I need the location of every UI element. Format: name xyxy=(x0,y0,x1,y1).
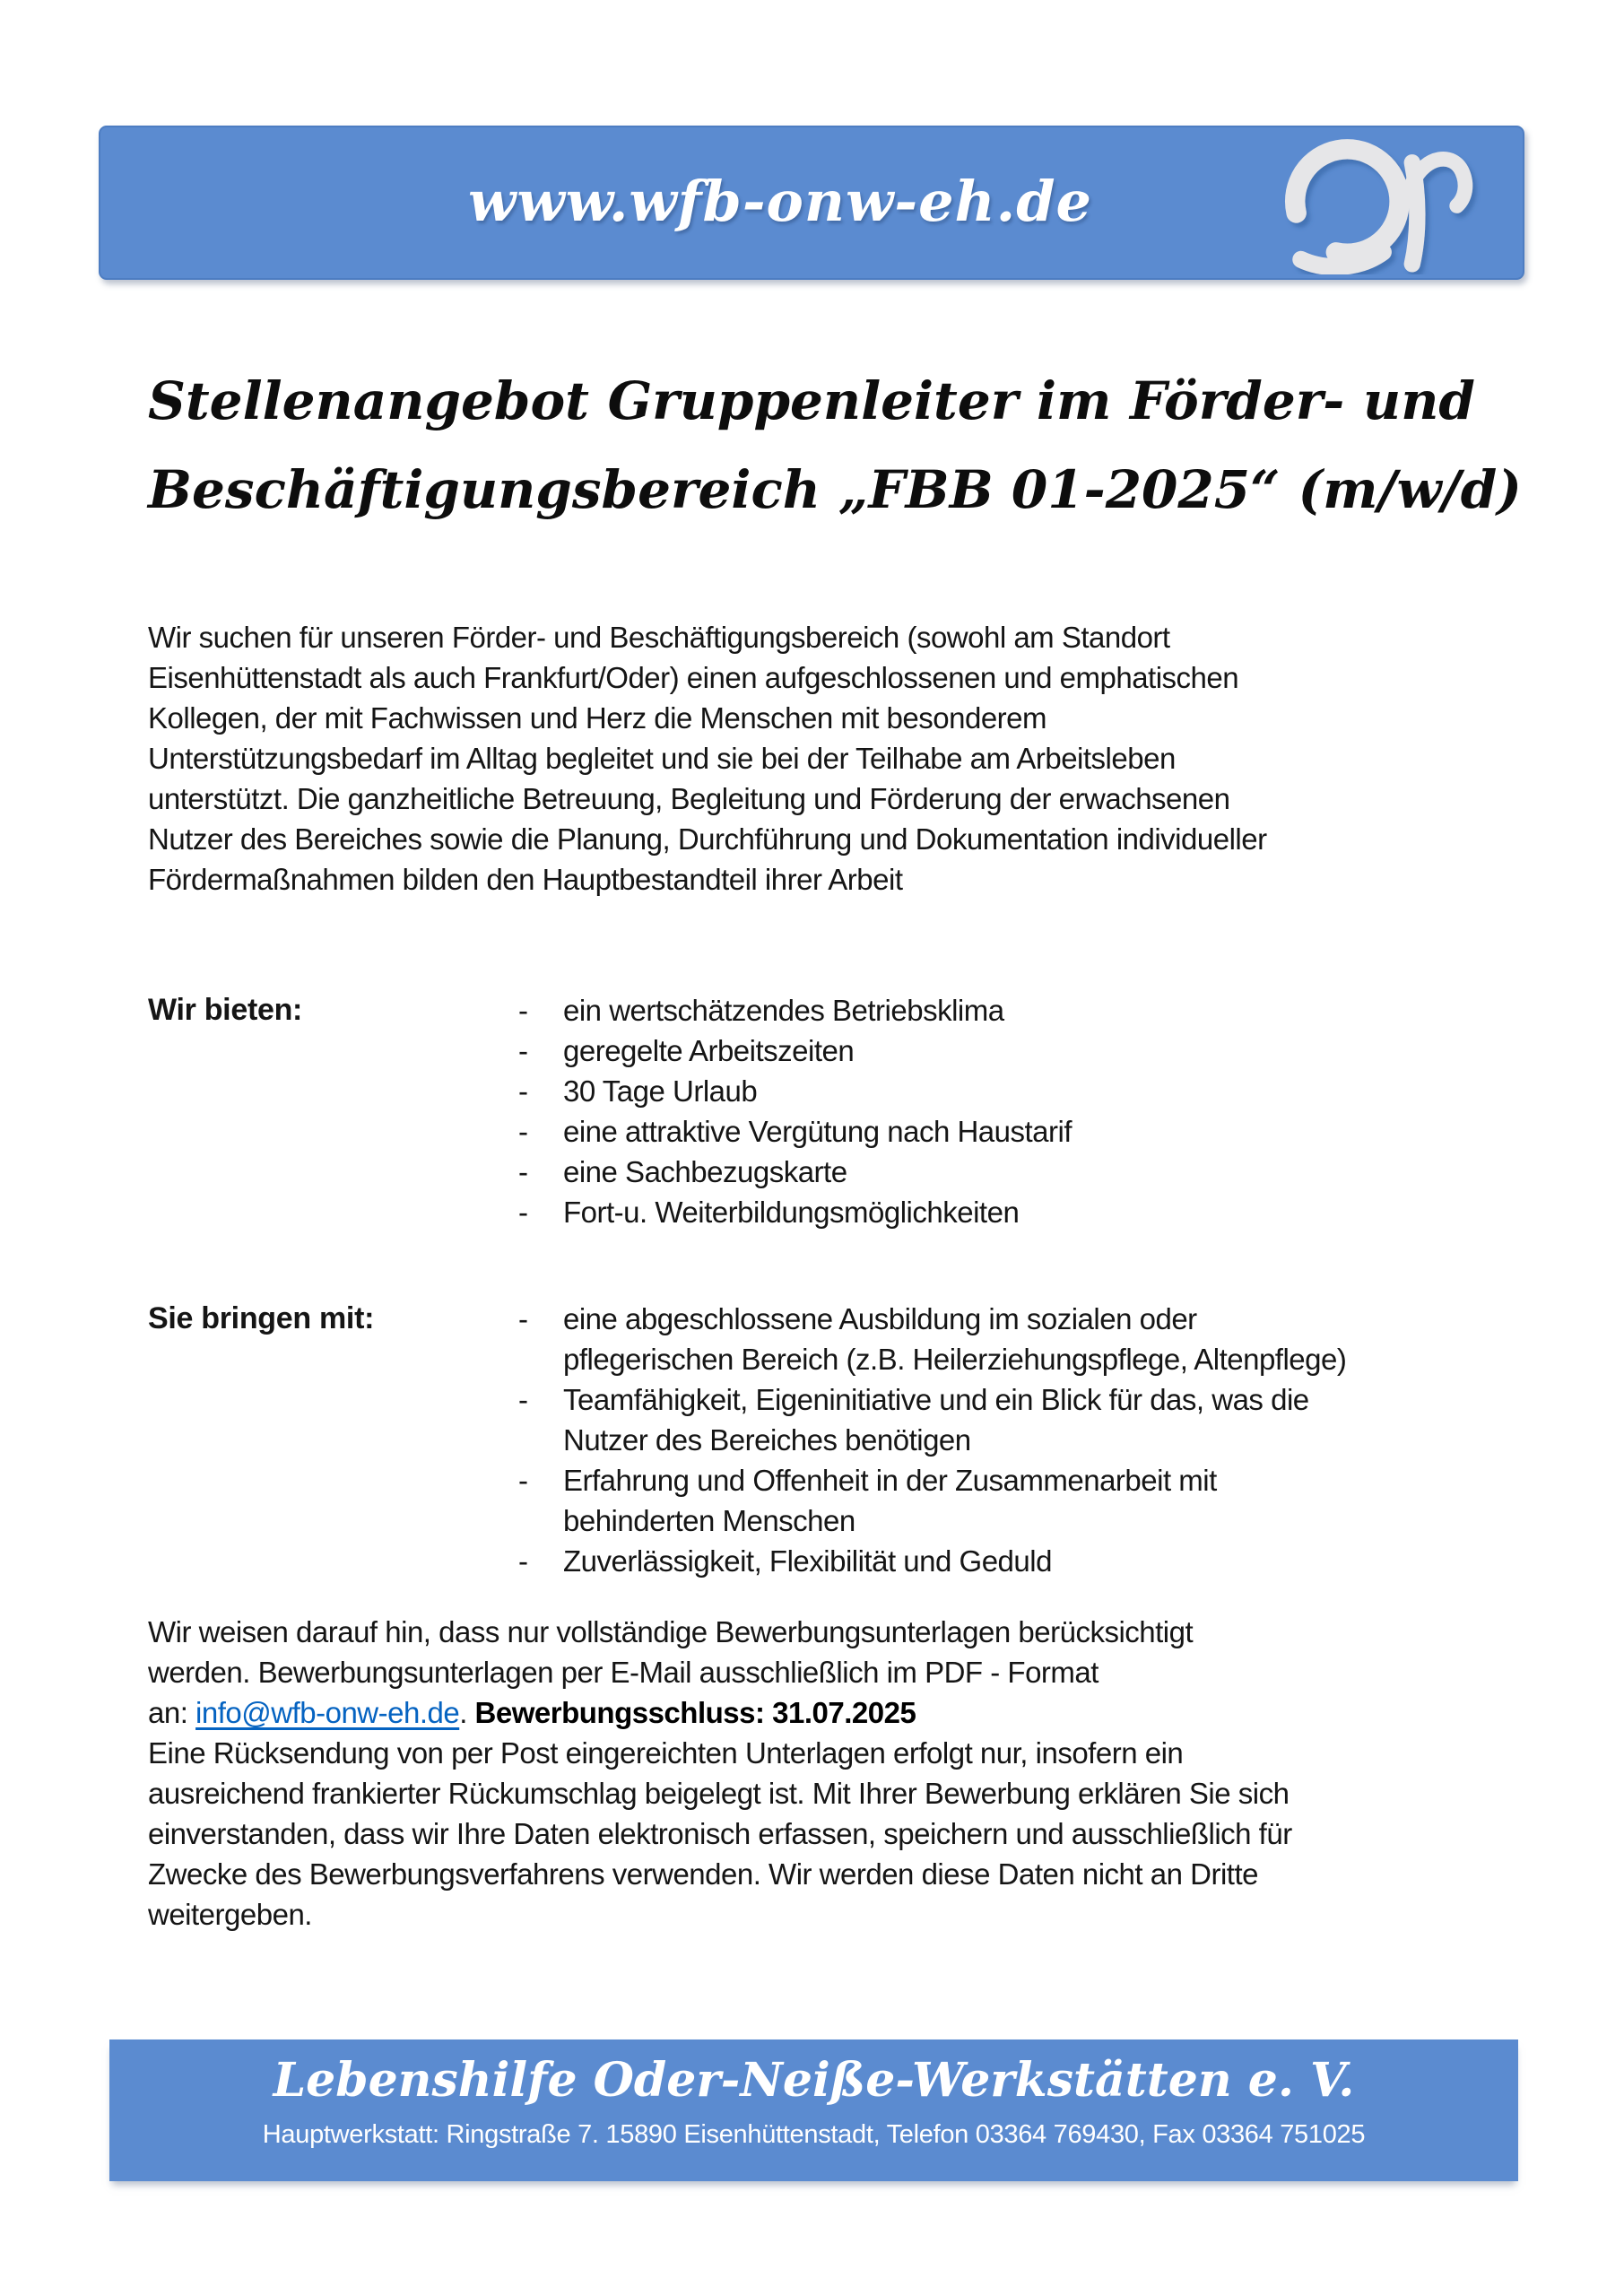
title-line-2: Beschäftigungsbereich „FBB 01-2025“ (m/w/d) xyxy=(148,459,1522,520)
closing-line: Eine Rücksendung von per Post eingereichten Unterlagen erfolgt nur, insofern ein xyxy=(148,1736,1184,1770)
website-url: www.wfb-onw-eh.de xyxy=(467,169,1093,235)
closing-line: werden. Bewerbungsunterlagen per E-Mail ausschließlich im PDF - Format xyxy=(148,1656,1099,1689)
email-separator: . xyxy=(459,1696,475,1729)
closing-line-with-email xyxy=(148,1692,1484,1733)
closing-line: ausreichend frankierter Rückumschlag beigelegt ist. Mit Ihrer Bewerbung erklären Sie sich xyxy=(148,1777,1290,1810)
list-item: - Fort-u. Weiterbildungsmöglichkeiten xyxy=(518,1192,1072,1232)
closing-line: weitergeben. xyxy=(148,1898,312,1931)
list-item: - Zuverlässigkeit, Flexibilität und Geduld xyxy=(518,1541,1346,1581)
title-word: Förder- xyxy=(1130,370,1345,431)
requirements-list xyxy=(518,1299,1346,1581)
intro-line: Fördermaßnahmen bilden den Hauptbestandteil ihrer Arbeit xyxy=(148,863,903,896)
bullet-dash: - xyxy=(518,1464,528,1497)
list-item-continuation: pflegerischen Bereich (z.B. Heilerziehungspflege, Altenpflege) xyxy=(518,1339,1346,1379)
intro-line: Wir suchen für unseren Förder- und Beschäftigungsbereich (sowohl am Standort xyxy=(148,621,1170,654)
email-link[interactable]: info@wfb-onw-eh.de xyxy=(195,1696,460,1729)
title-word: und xyxy=(1363,370,1475,431)
page-title xyxy=(148,357,1522,535)
list-item: - 30 Tage Urlaub xyxy=(518,1071,1072,1111)
title-word: im xyxy=(1036,370,1112,431)
intro-line: Unterstützungsbedarf im Alltag begleitet und sie bei der Teilhabe am Arbeitsleben xyxy=(148,742,1176,775)
organization-name: Lebenshilfe Oder-Neiße-Werkstätten e. V. xyxy=(273,2053,1355,2108)
list-item: - ein wertschätzendes Betriebsklima xyxy=(518,990,1072,1031)
bullet-spacer xyxy=(518,1420,563,1460)
section-label: Wir bieten: xyxy=(148,993,303,1027)
bullet-dash: - xyxy=(518,994,528,1027)
bullet-dash: - xyxy=(518,1544,528,1578)
list-item-continuation: behinderten Menschen xyxy=(518,1500,1346,1541)
title-word: Gruppenleiter xyxy=(607,370,1019,431)
intro-line: Nutzer des Bereiches sowie die Planung, Durchführung und Dokumentation individueller xyxy=(148,822,1267,856)
bullet-dash: - xyxy=(518,1302,528,1335)
closing-paragraph xyxy=(148,1612,1484,1935)
benefits-list xyxy=(518,990,1072,1232)
section-label: Sie bringen mit: xyxy=(148,1301,375,1335)
bullet-dash: - xyxy=(518,1115,528,1148)
footer-banner xyxy=(109,2039,1518,2181)
list-item: - Erfahrung und Offenheit in der Zusammenarbeit mit xyxy=(518,1460,1346,1500)
list-item: - Teamfähigkeit, Eigeninitiative und ein Blick für das, was die xyxy=(518,1379,1346,1420)
intro-paragraph xyxy=(148,617,1484,900)
title-word: Stellenangebot xyxy=(148,370,589,431)
bullet-dash: - xyxy=(518,1196,528,1229)
intro-line: Kollegen, der mit Fachwissen und Herz die Menschen mit besonderem xyxy=(148,701,1047,735)
bullet-spacer xyxy=(518,1339,563,1379)
org-logo-icon xyxy=(1254,133,1498,274)
title-line-1 xyxy=(148,357,1475,446)
bullet-spacer xyxy=(518,1500,563,1541)
bullet-dash: - xyxy=(518,1383,528,1416)
closing-line: Zwecke des Bewerbungsverfahrens verwenden. Wir werden diese Daten nicht an Dritte xyxy=(148,1857,1258,1891)
intro-line: unterstützt. Die ganzheitliche Betreuung, Begleitung und Förderung der erwachsenen xyxy=(148,782,1230,815)
application-deadline: Bewerbungsschluss: 31.07.2025 xyxy=(474,1696,916,1729)
header-banner xyxy=(99,126,1524,280)
closing-line: einverstanden, dass wir Ihre Daten elektronisch erfassen, speichern und ausschließlich für xyxy=(148,1817,1292,1850)
bullet-dash: - xyxy=(518,1034,528,1067)
intro-line: Eisenhüttenstadt als auch Frankfurt/Oder) einen aufgeschlossenen und emphatischen xyxy=(148,661,1239,694)
closing-line: Wir weisen darauf hin, dass nur vollständige Bewerbungsunterlagen berücksichtigt xyxy=(148,1615,1194,1648)
list-item: - eine attraktive Vergütung nach Haustarif xyxy=(518,1111,1072,1152)
organization-address: Hauptwerkstatt: Ringstraße 7. 15890 Eisenhüttenstadt, Telefon 03364 769430, Fax 03364 751025 xyxy=(262,2120,1366,2149)
email-prefix: an: xyxy=(148,1696,196,1729)
list-item: - eine abgeschlossene Ausbildung im sozialen oder xyxy=(518,1299,1346,1339)
list-item-continuation: Nutzer des Bereiches benötigen xyxy=(518,1420,1346,1460)
bullet-dash: - xyxy=(518,1155,528,1188)
list-item: - eine Sachbezugskarte xyxy=(518,1152,1072,1192)
list-item: - geregelte Arbeitszeiten xyxy=(518,1031,1072,1071)
bullet-dash: - xyxy=(518,1074,528,1108)
